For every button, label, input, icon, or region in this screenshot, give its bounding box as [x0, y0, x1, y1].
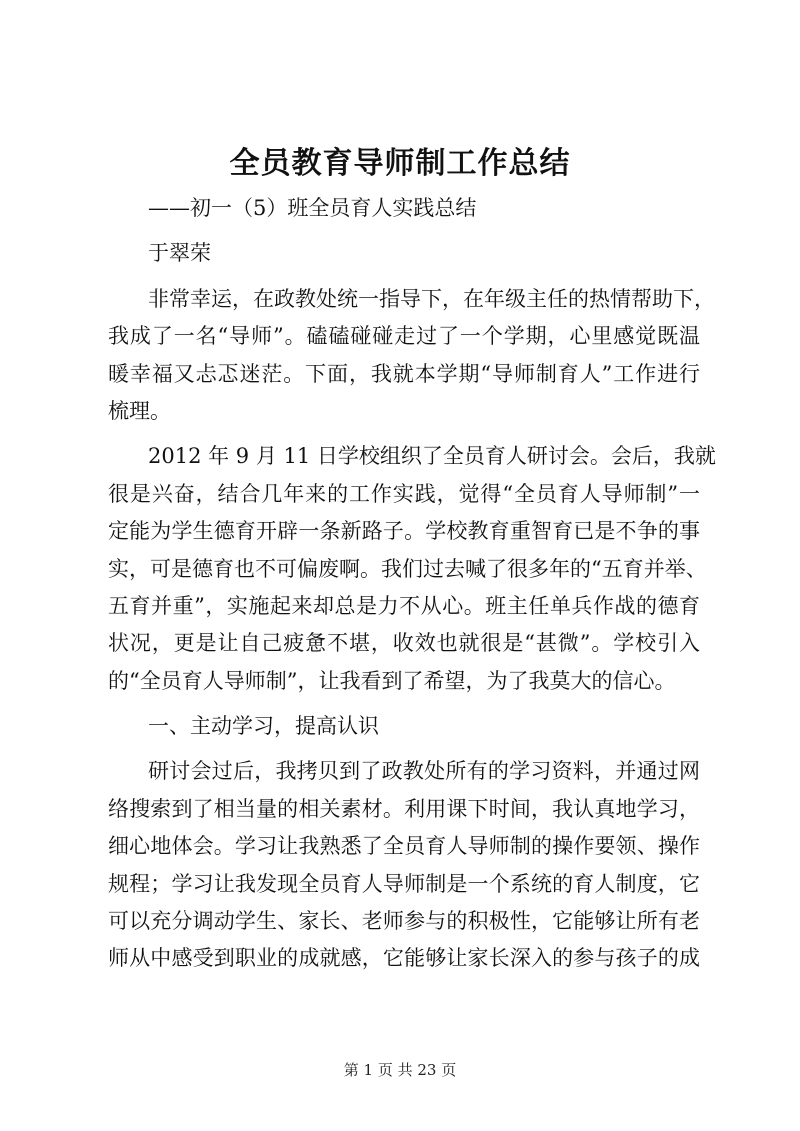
paragraph-line: 暖幸福又忐忑迷茫。下面，我就本学期“导师制育人”工作进行: [108, 361, 700, 386]
paragraph-line: 师从中感受到职业的成就感，它能够让家长深入的参与孩子的成: [108, 946, 700, 971]
paragraph-line: 可以充分调动学生、家长、老师参与的积极性，它能够让所有老: [108, 909, 700, 934]
paragraph-line: 的“全员育人导师制”，让我看到了希望，为了我莫大的信心。: [108, 668, 676, 693]
paragraph-line: 规程；学习让我发现全员育人导师制是一个系统的育人制度，它: [108, 871, 700, 896]
paragraph-line: 状况，更是让自己疲惫不堪，收效也就很是“甚微”。学校引入: [108, 631, 700, 656]
paragraph-2: [108, 438, 716, 700]
section-heading: [108, 708, 700, 745]
paragraph-line: 梳理。: [108, 398, 171, 423]
paragraph-line: 实，可是德育也不可偏废啊。我们过去喊了很多年的“五育并举、: [108, 556, 707, 581]
document-body: [108, 190, 716, 978]
paragraph-3: [108, 753, 700, 977]
section-heading-text: 一、主动学习，提高认识: [148, 714, 379, 739]
document-title: 全员教育导师制工作总结: [229, 146, 571, 181]
paragraph-line: 络搜索到了相当量的相关素材。利用课下时间，我认真地学习，: [108, 796, 700, 821]
paragraph-line: 研讨会过后，我拷贝到了政教处所有的学习资料，并通过网: [148, 759, 700, 784]
subtitle: ——初一（5）班全员育人实践总结: [148, 196, 477, 220]
paragraph-line: 五育并重”，实施起来却总是力不从心。班主任单兵作战的德育: [108, 593, 700, 618]
paragraph-line: 我成了一名“导师”。磕磕碰碰走过了一个学期，心里感觉既温: [108, 324, 700, 349]
page-footer: 第 1 页 共 23 页: [343, 1061, 457, 1079]
paragraph-1: [108, 281, 715, 431]
paragraph-line: 细心地体会。学习让我熟悉了全员育人导师制的操作要领、操作: [108, 834, 700, 859]
paragraph-line: 非常幸运，在政教处统一指导下，在年级主任的热情帮助下，: [148, 286, 715, 311]
author-name: 于翠荣: [148, 241, 211, 266]
paragraph-line: 2012 年 9 月 11 日学校组织了全员育人研讨会。会后，我就: [148, 444, 716, 469]
paragraph-line: 定能为学生德育开辟一条新路子。学校教育重智育已是不争的事: [108, 519, 700, 544]
paragraph-line: 很是兴奋，结合几年来的工作实践，觉得“全员育人导师制”一: [108, 481, 700, 506]
